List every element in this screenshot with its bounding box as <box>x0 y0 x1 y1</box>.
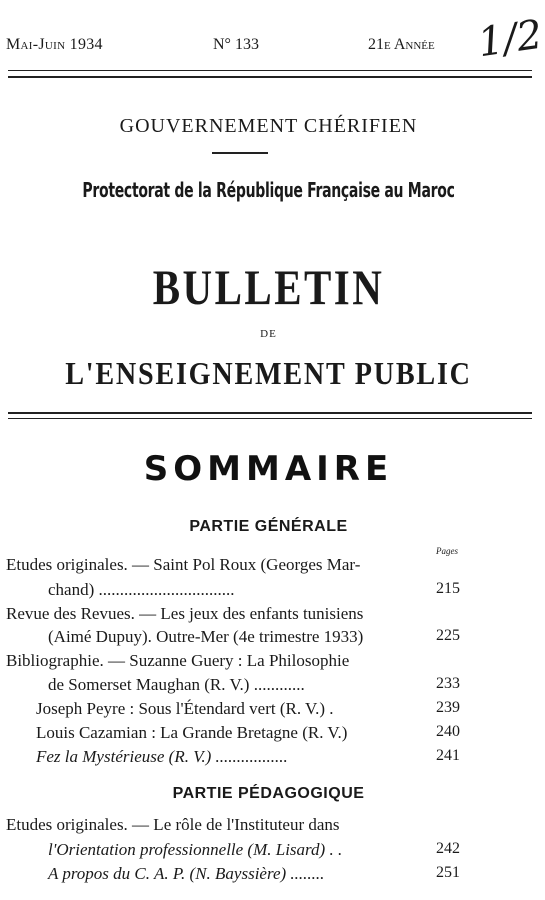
section-heading-pedagogique: PARTIE PÉDAGOGIQUE <box>172 785 365 802</box>
toc-entry-line: Bibliographie. — Suzanne Guery : La Philosophie <box>6 651 350 670</box>
toc-entry-line: Fez la Mystérieuse (R. V.) ................. <box>36 747 288 766</box>
toc-entry-etudes-originales-peda-cont <box>0 840 537 864</box>
year-label: 21e Année <box>368 36 435 53</box>
bulletin-title-de: DE <box>260 328 277 340</box>
toc-page-number: 225 <box>436 627 460 644</box>
protectorate-heading: Protectorat de la République Française au Maroc <box>82 178 455 202</box>
toc-entry-line: Joseph Peyre : Sous l'Étendard vert (R. V.) . <box>36 699 334 718</box>
government-divider <box>212 152 268 154</box>
issue-date: Mai-Juin 1934 <box>6 36 103 53</box>
toc-entry-line: Louis Cazamian : La Grande Bretagne (R. V.) <box>36 723 348 742</box>
issue-number: N° 133 <box>213 36 259 53</box>
toc-entry-line: Etudes originales. — Le rôle de l'Instituteur dans <box>6 815 340 834</box>
handwritten-note: 1/2 <box>475 11 545 67</box>
toc-entry-etudes-originales <box>0 555 537 579</box>
bulletin-title: BULLETIN <box>152 259 385 315</box>
pages-label: Pages <box>436 546 458 556</box>
toc-page-number: 241 <box>436 747 460 764</box>
toc-entry-line: l'Orientation professionnelle (M. Lisard) . . <box>48 840 343 859</box>
toc-entry-fez <box>0 747 537 771</box>
toc-entry-revue-des-revues-cont <box>0 627 537 651</box>
toc-page-number: 233 <box>436 675 460 692</box>
toc-entry-revue-des-revues <box>0 604 537 628</box>
toc-entry-line: Revue des Revues. — Les jeux des enfants tunisiens <box>6 604 364 623</box>
toc-entry-bibliographie-cont <box>0 675 537 699</box>
toc-entry-a-propos <box>0 864 537 888</box>
toc-entry-etudes-originales-peda <box>0 815 537 839</box>
bulletin-subtitle: L'ENSEIGNEMENT PUBLIC <box>65 355 472 391</box>
header-rule-top <box>8 70 532 71</box>
toc-entry-peyre <box>0 699 537 723</box>
masthead-rule-top <box>8 412 532 414</box>
toc-page-number: 239 <box>436 699 460 716</box>
toc-page-number: 240 <box>436 723 460 740</box>
sommaire-heading: SOMMAIRE <box>143 449 394 489</box>
toc-entry-line: chand) ................................ <box>48 580 235 599</box>
toc-entry-line: de Somerset Maughan (R. V.) ............ <box>48 675 305 694</box>
toc-entry-line: A propos du C. A. P. (N. Bayssière) ........ <box>48 864 325 883</box>
toc-entry-line: (Aimé Dupuy). Outre-Mer (4e trimestre 1933) <box>48 627 364 646</box>
masthead-rule-bottom <box>8 418 532 419</box>
toc-page-number: 242 <box>436 840 460 857</box>
section-heading-general: PARTIE GÉNÉRALE <box>189 518 348 535</box>
toc-entry-etudes-originales-cont <box>0 580 537 604</box>
toc-page-number: 215 <box>436 580 460 597</box>
toc-entry-cazamian <box>0 723 537 747</box>
toc-entry-bibliographie <box>0 651 537 675</box>
toc-page-number: 251 <box>436 864 460 881</box>
government-heading: GOUVERNEMENT CHÉRIFIEN <box>119 115 418 137</box>
toc-entry-line: Etudes originales. — Saint Pol Roux (Georges Mar- <box>6 555 361 574</box>
header-rule-bottom <box>8 76 532 78</box>
